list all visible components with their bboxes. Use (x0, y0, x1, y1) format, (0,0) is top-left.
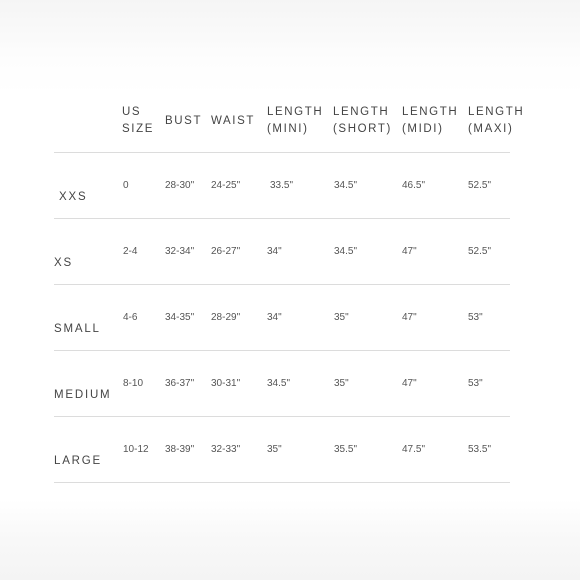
cell-medium-length-maxi: 53" (468, 378, 483, 389)
cell-xxs-waist: 24-25" (211, 180, 241, 191)
size-label-small: SMALL (54, 323, 101, 335)
cell-small-length-midi: 47" (402, 312, 417, 323)
cell-large-length-midi: 47.5" (402, 444, 426, 455)
size-label-xxs: XXS (59, 191, 88, 203)
cell-xs-waist: 26-27" (211, 246, 241, 257)
cell-xxs-length-maxi: 52.5" (468, 180, 492, 191)
cell-small-bust: 34-35" (165, 312, 195, 323)
cell-xxs-length-midi: 46.5" (402, 180, 426, 191)
row-divider (54, 284, 510, 285)
row-divider (54, 416, 510, 417)
row-divider (54, 482, 510, 483)
header-us-size-line1: US (122, 106, 142, 118)
header-waist-line1: WAIST (211, 115, 255, 127)
header-us-size (122, 104, 154, 138)
header-length-midi (402, 104, 458, 138)
header-divider (54, 152, 510, 153)
header-length-mini (267, 104, 323, 138)
header-length-maxi (468, 104, 524, 138)
cell-small-length-mini: 34" (267, 312, 282, 323)
cell-medium-length-short: 35" (334, 378, 349, 389)
header-waist (211, 113, 255, 130)
header-length-mini-line2: (MINI) (267, 123, 309, 135)
cell-xxs-us-size: 0 (123, 180, 129, 191)
cell-xxs-length-short: 34.5" (334, 180, 358, 191)
header-length-maxi-line2: (MAXI) (468, 123, 514, 135)
header-length-short-line1: LENGTH (333, 106, 390, 118)
cell-large-length-short: 35.5" (334, 444, 358, 455)
cell-xs-length-mini: 34" (267, 246, 282, 257)
header-length-maxi-line1: LENGTH (468, 106, 525, 118)
cell-xs-length-midi: 47" (402, 246, 417, 257)
cell-xs-us-size: 2-4 (123, 246, 138, 257)
header-length-midi-line2: (MIDI) (402, 123, 444, 135)
cell-xxs-length-mini: 33.5" (270, 180, 294, 191)
cell-large-waist: 32-33" (211, 444, 241, 455)
size-chart-table (54, 104, 525, 484)
size-label-xs: XS (54, 257, 73, 269)
header-length-midi-line1: LENGTH (402, 106, 459, 118)
cell-xs-length-maxi: 52.5" (468, 246, 492, 257)
cell-medium-length-mini: 34.5" (267, 378, 291, 389)
cell-small-length-maxi: 53" (468, 312, 483, 323)
cell-small-waist: 28-29" (211, 312, 241, 323)
header-bust (165, 113, 202, 130)
row-divider (54, 350, 510, 351)
size-label-large: LARGE (54, 455, 102, 467)
cell-xs-bust: 32-34" (165, 246, 195, 257)
header-length-short-line2: (SHORT) (333, 123, 392, 135)
cell-medium-length-midi: 47" (402, 378, 417, 389)
cell-xxs-bust: 28-30" (165, 180, 195, 191)
row-divider (54, 218, 510, 219)
header-length-short (333, 104, 392, 138)
cell-small-length-short: 35" (334, 312, 349, 323)
cell-xs-length-short: 34.5" (334, 246, 358, 257)
header-us-size-line2: SIZE (122, 123, 154, 135)
header-length-mini-line1: LENGTH (267, 106, 324, 118)
cell-medium-us-size: 8-10 (123, 378, 144, 389)
cell-small-us-size: 4-6 (123, 312, 138, 323)
header-bust-line1: BUST (165, 115, 203, 127)
cell-large-bust: 38-39" (165, 444, 195, 455)
cell-medium-bust: 36-37" (165, 378, 195, 389)
cell-large-length-maxi: 53.5" (468, 444, 492, 455)
cell-large-us-size: 10-12 (123, 444, 149, 455)
size-label-medium: MEDIUM (54, 389, 112, 401)
cell-large-length-mini: 35" (267, 444, 282, 455)
cell-medium-waist: 30-31" (211, 378, 241, 389)
